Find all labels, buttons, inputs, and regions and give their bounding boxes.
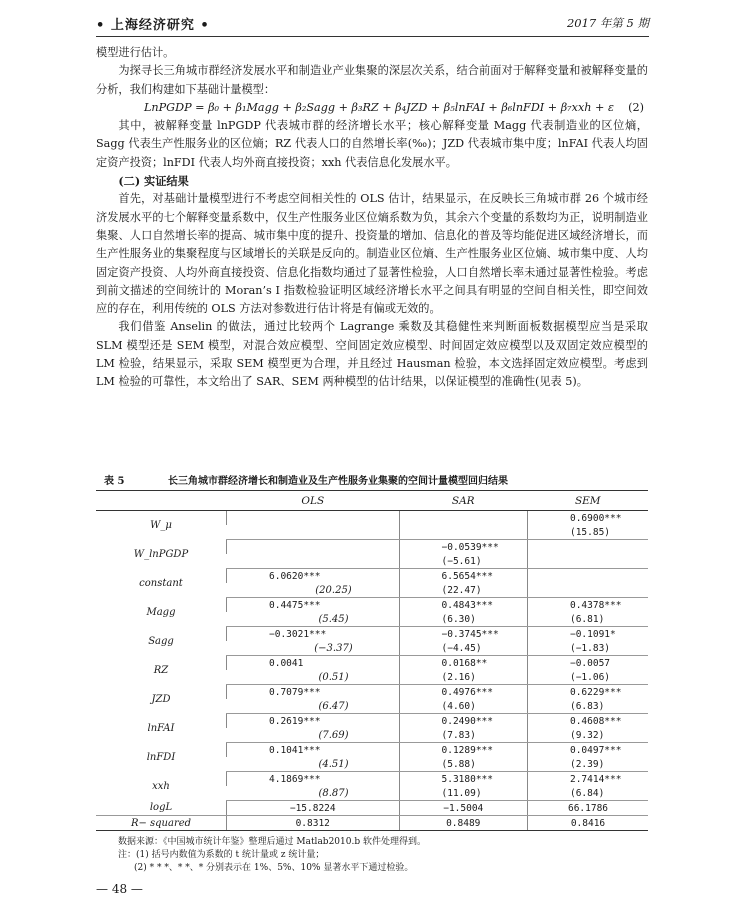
variable-name: W_lnPGDP [133, 548, 189, 560]
coefficient-cell: 0.6900*** [527, 511, 648, 526]
table-row [96, 743, 648, 758]
variable-name: lnFDI [146, 751, 176, 763]
coefficient-cell: 0.4843*** [399, 598, 527, 613]
column-header: OLS [227, 491, 400, 511]
table-row [96, 772, 648, 787]
coefficient-cell [527, 540, 648, 555]
coefficient-cell: 0.4976*** [399, 685, 527, 700]
coefficient-cell: −0.1091* [527, 627, 648, 642]
table-row [96, 685, 648, 700]
note-line: (2) * * *、* *、* 分别表示在 1%、5%、10% 显著水平下通过检验。 [134, 863, 414, 873]
paragraph: 其中，被解释变量 lnPGDP 代表城市群的经济增长水平；核心解释变量 Magg 代表制造业的区位熵，Sagg 代表生产性服务业的区位熵；RZ 代表人口的自然增长率(‰)；JZD 代表城市集中度；lnFAI 代表人均固定资产投资；lnFDI 代表人均外商直接投资；xxh 代表信息化发展水平。 [96, 119, 648, 169]
tstat-cell: (5.88) [399, 757, 527, 772]
stat-cell: 0.8489 [399, 816, 527, 831]
stat-cell: 0.8312 [227, 816, 400, 831]
journal-title: • 上海经济研究 • [96, 18, 210, 33]
coefficient-cell: 0.2490*** [399, 714, 527, 729]
coefficient-cell [227, 511, 400, 526]
table-caption [104, 472, 508, 487]
paragraph: 为探寻长三角城市群经济发展水平和制造业产业集聚的深层次关系，结合前面对于解释变量和被解释变量的分析，我们构建如下基础计量模型： [96, 64, 648, 96]
tstat-cell: (5.45) [227, 612, 400, 627]
variable-name: W_μ [150, 519, 172, 531]
variable-name: Sagg [148, 635, 174, 647]
equation [96, 99, 648, 117]
stat-cell: −15.8224 [227, 801, 400, 816]
table-row [96, 627, 648, 642]
table-row [96, 569, 648, 584]
equation-body: LnPGDP = β₀ + β₁Magg + β₂Sagg + β₃RZ + β₄JZD + β₅lnFAI + β₆lnFDI + β₇xxh + ε [144, 100, 614, 114]
coefficient-cell: 0.4475*** [227, 598, 400, 613]
table-row [96, 511, 648, 526]
table-header-row [96, 491, 648, 511]
coefficient-cell: −0.3745*** [399, 627, 527, 642]
column-header: SEM [527, 491, 648, 511]
issue-label: 2017 年第 5 期 [566, 16, 649, 30]
coefficient-cell: −0.3021*** [227, 627, 400, 642]
column-header: SAR [399, 491, 527, 511]
equation-number: (2) [628, 100, 644, 114]
tstat-cell [227, 554, 400, 569]
tstat-cell: (4.60) [399, 699, 527, 714]
coefficient-cell [527, 569, 648, 584]
variable-name: JZD [151, 693, 171, 705]
variable-name: R− squared [96, 816, 227, 831]
tstat-cell [527, 583, 648, 598]
table-row [96, 816, 648, 831]
variable-name: xxh [152, 780, 170, 792]
tstat-cell: (20.25) [227, 583, 400, 598]
tstat-cell [227, 525, 400, 540]
coefficient-cell: 0.1289*** [399, 743, 527, 758]
tstat-cell: (2.16) [399, 670, 527, 685]
page-header [96, 10, 649, 37]
variable-name: Magg [146, 606, 176, 618]
coefficient-cell: 0.1041*** [227, 743, 400, 758]
tstat-cell: (−5.61) [399, 554, 527, 569]
coefficient-cell: 2.7414*** [527, 772, 648, 787]
coefficient-cell: 6.0620*** [227, 569, 400, 584]
coefficient-cell: 0.6229*** [527, 685, 648, 700]
section-heading: (二) 实证结果 [118, 174, 189, 189]
coefficient-cell [227, 540, 400, 555]
coefficient-cell: 0.0041 [227, 656, 400, 671]
tstat-cell: (−3.37) [227, 641, 400, 656]
tstat-cell: (−1.06) [527, 670, 648, 685]
coefficient-cell: 0.0168** [399, 656, 527, 671]
tstat-cell: (6.83) [527, 699, 648, 714]
column-header [96, 491, 227, 511]
table-notes [118, 836, 426, 875]
tstat-cell: (−4.45) [399, 641, 527, 656]
note-line: 注：(1) 括号内数值为系数的 t 统计量或 z 统计量； [118, 850, 325, 860]
coefficient-cell: 0.2619*** [227, 714, 400, 729]
variable-name: RZ [153, 664, 169, 676]
table-row [96, 540, 648, 555]
tstat-cell: (0.51) [227, 670, 400, 685]
coefficient-cell: −0.0539*** [399, 540, 527, 555]
variable-name: lnFAI [147, 722, 175, 734]
paragraph: 我们借鉴 Anselin 的做法，通过比较两个 Lagrange 乘数及其稳健性来判断面板数据模型应当是采取 SLM 模型还是 SEM 模型，对混合效应模型、空间固定效应模型、时间固定效应模型以及双固定效应模型的 LM 检验，结果显示，采取 SEM 模型更为合理，并且经过 Hausman 检验，本文选择固定效应模型。考虑到 LM 检验的可靠性，本文给出了 SAR、SEM 两种模型的估计结果，以保证模型的准确性(见表 5)。 [96, 320, 648, 389]
paragraph: 首先，对基础计量模型进行不考虑空间相关性的 OLS 估计，结果显示，在反映长三角城市群 26 个城市经济发展水平的七个解释变量系数中，仅生产性服务业区位熵系数为负，其余六个变量的系数均为正，说明制造业集聚、人口自然增长率的提高、城市集中度的提升、投资量的增加、信息化的普及等均能促进区域经济增长，而生产性服务业的集聚程度与区域增长的关联是反向的。制造业区位熵、生产性服务业区位熵、城市集中度、人均固定资产投资、人均外商直接投资、信息化指数均通过了显著性检验，人口自然增长率未通过显著性检验。考虑到前文描述的空间统计的 Moran’s I 指数检验证明区域经济增长水平之间具有明显的空间自相关性，即空间效应的存在，利用传统的 OLS 方法对参数进行估计将是有偏或无效的。 [96, 192, 648, 316]
tstat-cell: (4.51) [227, 757, 400, 772]
tstat-cell: (6.30) [399, 612, 527, 627]
data-source-note: 数据来源：《中国城市统计年鉴》整理后通过 Matlab2010.b 软件处理得到。 [118, 837, 426, 847]
tstat-cell: (22.47) [399, 583, 527, 598]
regression-table [96, 490, 648, 831]
table-row [96, 598, 648, 613]
table-title: 长三角城市群经济增长和制造业及生产性服务业集聚的空间计量模型回归结果 [168, 476, 508, 487]
coefficient-cell: 0.7079*** [227, 685, 400, 700]
stat-cell: 66.1786 [527, 801, 648, 816]
tstat-cell: (6.84) [527, 786, 648, 801]
page-number: — 48 — [96, 882, 143, 896]
tstat-cell: (8.87) [227, 786, 400, 801]
table-row [96, 656, 648, 671]
table-body [96, 511, 648, 831]
tstat-cell [527, 554, 648, 569]
variable-name: logL [96, 801, 227, 816]
table-label: 表 5 [104, 476, 125, 487]
tstat-cell: (6.81) [527, 612, 648, 627]
coefficient-cell: −0.0057 [527, 656, 648, 671]
tstat-cell: (7.69) [227, 728, 400, 743]
tstat-cell: (15.85) [527, 525, 648, 540]
coefficient-cell: 0.4378*** [527, 598, 648, 613]
coefficient-cell: 0.0497*** [527, 743, 648, 758]
tstat-cell: (7.83) [399, 728, 527, 743]
coefficient-cell: 6.5654*** [399, 569, 527, 584]
stat-cell: 0.8416 [527, 816, 648, 831]
coefficient-cell: 4.1869*** [227, 772, 400, 787]
tstat-cell: (−1.83) [527, 641, 648, 656]
variable-name: constant [139, 577, 183, 589]
paragraph: 模型进行估计。 [96, 46, 175, 59]
coefficient-cell: 5.3180*** [399, 772, 527, 787]
tstat-cell: (11.09) [399, 786, 527, 801]
table-row [96, 714, 648, 729]
table-row [96, 801, 648, 816]
coefficient-cell [399, 511, 527, 526]
stat-cell: −1.5004 [399, 801, 527, 816]
tstat-cell: (6.47) [227, 699, 400, 714]
tstat-cell [399, 525, 527, 540]
tstat-cell: (9.32) [527, 728, 648, 743]
tstat-cell: (2.39) [527, 757, 648, 772]
coefficient-cell: 0.4608*** [527, 714, 648, 729]
body-text [96, 44, 648, 392]
